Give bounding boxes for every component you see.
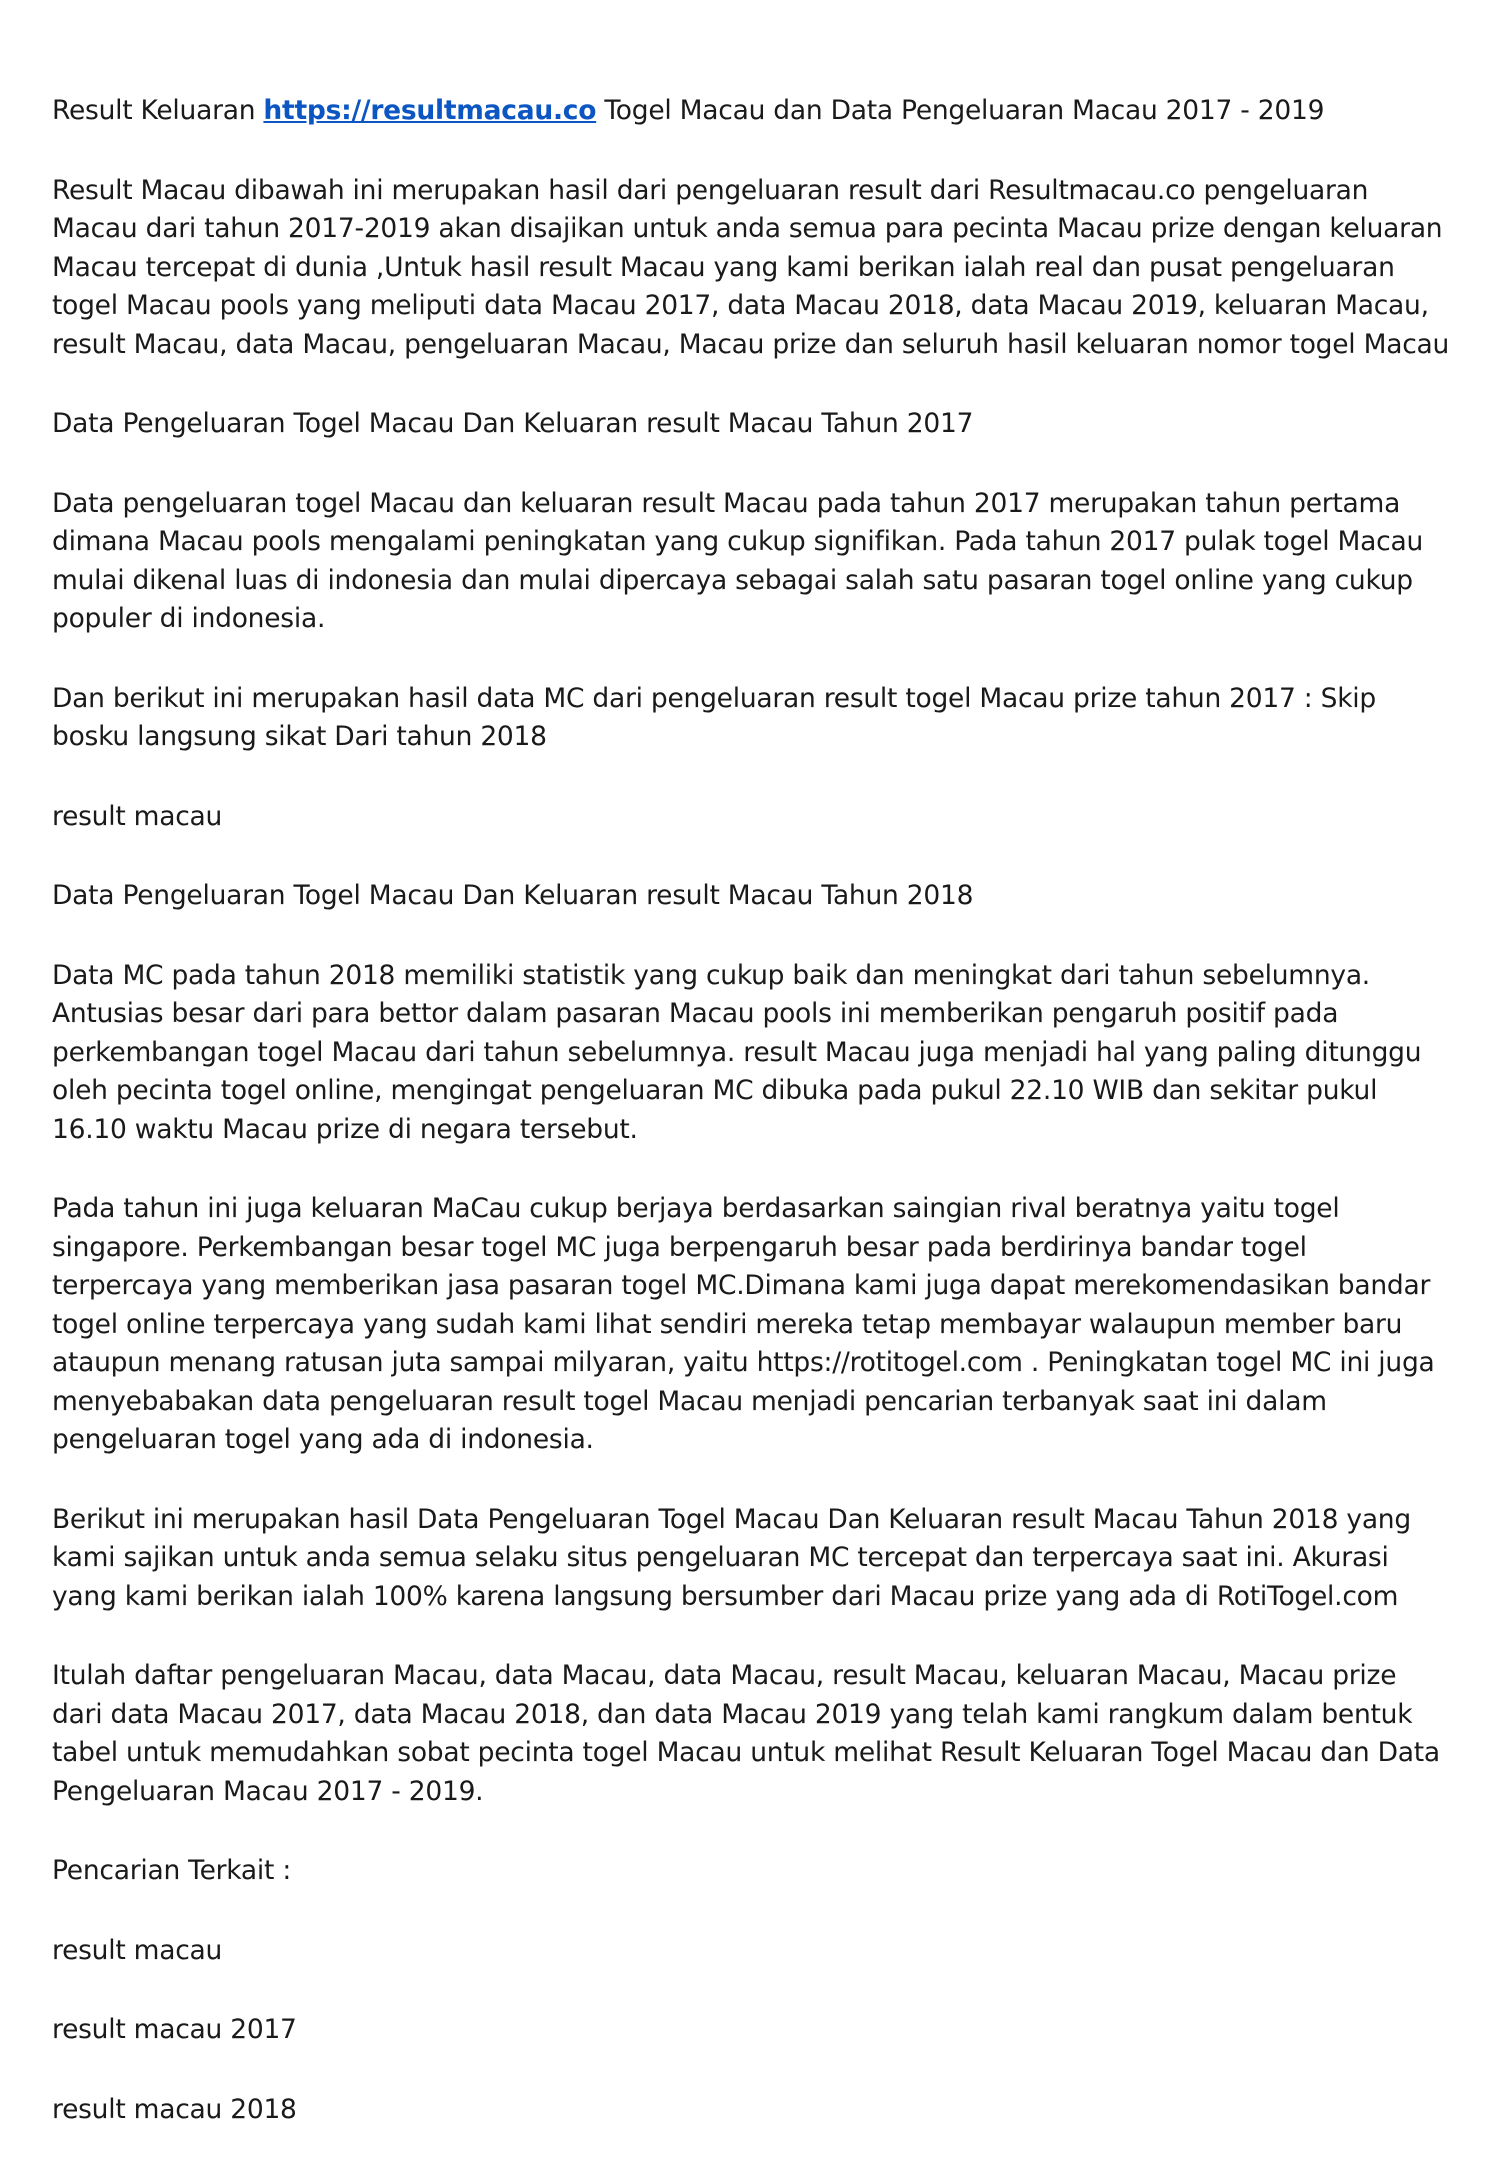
related-search-item: result macau bbox=[52, 1934, 223, 1966]
related-search-item: result macau 2018 bbox=[52, 2093, 297, 2125]
paragraph-2018: Data MC pada tahun 2018 memiliki statistik yang cukup baik dan meningkat dari tahun sebelumnya. Antusias besar dari para bettor dalam pasaran Macau pools ini memberikan pengaruh positif pada perkembangan togel Macau dari tahun sebelumnya. result Macau juga menjadi hal yang paling ditunggu oleh pecinta togel online, mengingat pengeluaran MC dibuka pada pukul 22.10 WIB dan sekitar pukul 16.10 waktu Macau prize di negara tersebut. bbox=[52, 959, 1422, 1145]
intro-paragraph: Result Macau dibawah ini merupakan hasil dari pengeluaran result dari Resultmacau.co pengeluaran Macau dari tahun 2017-2019 akan disajikan untuk anda semua para pecinta Macau prize dengan keluaran Macau tercepat di dunia ,Untuk hasil result Macau yang kami berikan ialah real dan pusat pengeluaran togel Macau pools yang meliputi data Macau 2017, data Macau 2018, data Macau 2019, keluaran Macau, result Macau, data Macau, pengeluaran Macau, Macau prize dan seluruh hasil keluaran nomor togel Macau bbox=[52, 174, 1450, 360]
related-search-item: result macau 2017 bbox=[52, 2014, 297, 2045]
title-prefix: Result Keluaran bbox=[52, 95, 264, 126]
heading-2018: Data Pengeluaran Togel Macau Dan Keluaran result Macau Tahun 2018 bbox=[52, 880, 974, 911]
result-macau-label: result macau bbox=[52, 800, 223, 832]
summary-paragraph: Itulah daftar pengeluaran Macau, data Macau, data Macau, result Macau, keluaran Macau, Macau prize dari data Macau 2017, data Macau 2018, dan data Macau 2019 yang telah kami rangkum dalam bentuk tabel untuk memudahkan sobat pecinta togel Macau untuk melihat Result Keluaran Togel Macau dan Data Pengeluaran Macau 2017 - 2019. bbox=[52, 1660, 1440, 1807]
document-page bbox=[52, 92, 1452, 2170]
paragraph-2018-data: Berikut ini merupakan hasil Data Pengeluaran Togel Macau Dan Keluaran result Macau Tahun 2018 yang kami sajikan untuk anda semua selaku situs pengeluaran MC tercepat dan terpercaya saat ini. Akurasi yang kami berikan ialah 100% karena langsung bersumber dari Macau prize yang ada di RotiTogel.com bbox=[52, 1503, 1411, 1612]
paragraph-2017-data: Dan berikut ini merupakan hasil data MC dari pengeluaran result togel Macau prize tahun 2017 : Skip bosku langsung sikat Dari tahun 2018 bbox=[52, 682, 1376, 752]
title-suffix: Togel Macau dan Data Pengeluaran Macau 2017 - 2019 bbox=[596, 95, 1325, 126]
related-search-heading: Pencarian Terkait : bbox=[52, 1855, 292, 1886]
heading-2017: Data Pengeluaran Togel Macau Dan Keluaran result Macau Tahun 2017 bbox=[52, 408, 974, 439]
document-title bbox=[52, 92, 1452, 131]
resultmacau-link[interactable]: https://resultmacau.co bbox=[263, 95, 597, 126]
paragraph-2017: Data pengeluaran togel Macau dan keluaran result Macau pada tahun 2017 merupakan tahun pertama dimana Macau pools mengalami peningkatan yang cukup signifikan. Pada tahun 2017 pulak togel Macau mulai dikenal luas di indonesia dan mulai dipercaya sebagai salah satu pasaran togel online yang cukup populer di indonesia. bbox=[52, 487, 1423, 634]
paragraph-2018-rival: Pada tahun ini juga keluaran MaCau cukup berjaya berdasarkan saingian rival beratnya yaitu togel singapore. Perkembangan besar togel MC juga berpengaruh besar pada berdirinya bandar togel terpercaya yang memberikan jasa pasaran togel MC.Dimana kami juga dapat merekomendasikan bandar togel online terpercaya yang sudah kami lihat sendiri mereka tetap membayar walaupun member baru ataupun menang ratusan juta sampai milyaran, yaitu https://rotitogel.com . Peningkatan togel MC ini juga menyebabakan data pengeluaran result togel Macau menjadi pencarian terbanyak saat ini dalam pengeluaran togel yang ada di indonesia. bbox=[52, 1193, 1435, 1455]
